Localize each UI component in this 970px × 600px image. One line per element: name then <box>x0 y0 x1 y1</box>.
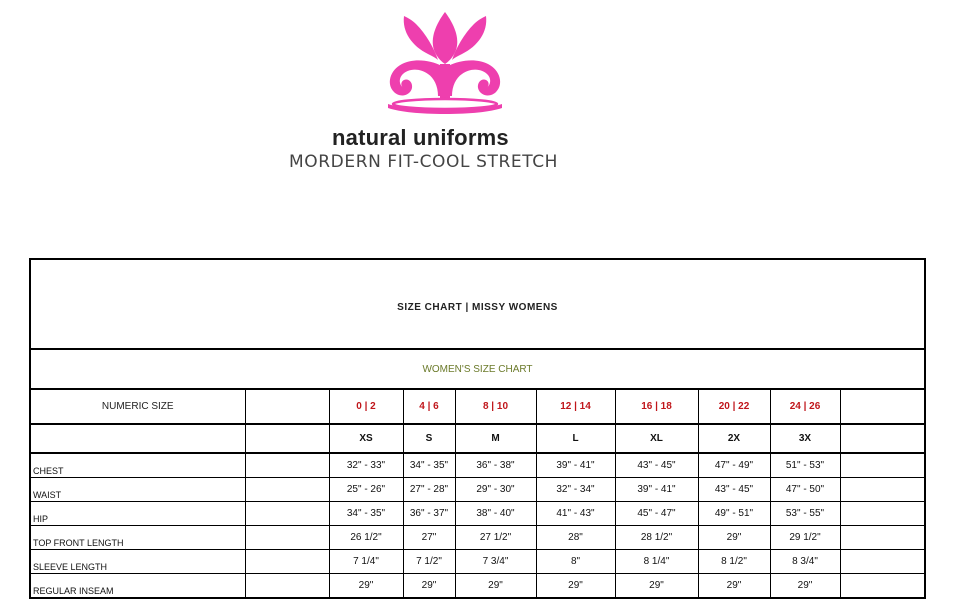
measurement-cell: 41" - 43" <box>536 502 615 526</box>
measurement-cell: 36" - 38" <box>455 453 536 478</box>
numeric-size-cell: 0 | 2 <box>329 389 403 424</box>
measurement-cell: 49" - 51" <box>698 502 770 526</box>
measurement-cell: 38" - 40" <box>455 502 536 526</box>
size-chart-subtitle: WOMEN'S SIZE CHART <box>30 349 925 389</box>
measurement-row-regular-inseam <box>30 574 925 599</box>
measurement-cell: 8 3/4" <box>770 550 840 574</box>
measurement-cell: 32" - 34" <box>536 478 615 502</box>
measurement-cell: 27" - 28" <box>403 478 455 502</box>
measurement-row-chest <box>30 453 925 478</box>
measurement-cell: 27 1/2" <box>455 526 536 550</box>
numeric-size-cell: 20 | 22 <box>698 389 770 424</box>
measurement-cell: 43" - 45" <box>698 478 770 502</box>
letter-size-cell: 3X <box>770 424 840 453</box>
measurement-cell: 29" <box>329 574 403 599</box>
numeric-size-cell: 8 | 10 <box>455 389 536 424</box>
measurement-cell: 29" <box>455 574 536 599</box>
measurement-cell: 34" - 35" <box>329 502 403 526</box>
logo-petal-right <box>452 16 486 60</box>
letter-size-cell: XL <box>615 424 698 453</box>
logo-petal-left <box>404 16 438 60</box>
letter-size-cell: 2X <box>698 424 770 453</box>
letter-size-cell: M <box>455 424 536 453</box>
measurement-row-hip <box>30 502 925 526</box>
measurement-cell: 47" - 50" <box>770 478 840 502</box>
numeric-size-cell: 16 | 18 <box>615 389 698 424</box>
measurement-cell: 28 1/2" <box>615 526 698 550</box>
measurement-cell: 51" - 53" <box>770 453 840 478</box>
measurement-cell: 29" <box>698 574 770 599</box>
measurement-cell: 29 1/2" <box>770 526 840 550</box>
measurement-label: CHEST <box>30 453 245 478</box>
measurement-cell: 28" <box>536 526 615 550</box>
measurement-label: WAIST <box>30 478 245 502</box>
measurement-cell: 8 1/2" <box>698 550 770 574</box>
measurement-cell: 53" - 55" <box>770 502 840 526</box>
size-chart-title: SIZE CHART | MISSY WOMENS <box>30 259 925 349</box>
measurement-cell: 29" <box>615 574 698 599</box>
letter-size-cell: L <box>536 424 615 453</box>
numeric-size-cell: 12 | 14 <box>536 389 615 424</box>
numeric-size-label: NUMERIC SIZE <box>30 389 245 424</box>
numeric-size-cell: 24 | 26 <box>770 389 840 424</box>
measurement-cell: 25" - 26" <box>329 478 403 502</box>
measurement-cell: 29" - 30" <box>455 478 536 502</box>
logo-scroll-right <box>446 60 500 96</box>
measurement-cell: 34" - 35" <box>403 453 455 478</box>
logo-scroll-left <box>390 60 444 96</box>
brand-logo <box>380 8 510 118</box>
measurement-label: REGULAR INSEAM <box>30 574 245 599</box>
measurement-cell: 29" <box>536 574 615 599</box>
measurement-cell: 29" <box>770 574 840 599</box>
measurement-cell: 32" - 33" <box>329 453 403 478</box>
letter-size-cell: XS <box>329 424 403 453</box>
measurement-row-top-front-length <box>30 526 925 550</box>
measurement-cell: 26 1/2" <box>329 526 403 550</box>
measurement-cell: 47" - 49" <box>698 453 770 478</box>
measurement-cell: 27" <box>403 526 455 550</box>
measurement-cell: 39" - 41" <box>536 453 615 478</box>
numeric-size-row <box>30 389 925 424</box>
measurement-cell: 29" <box>403 574 455 599</box>
measurement-cell: 36" - 37" <box>403 502 455 526</box>
measurement-cell: 39" - 41" <box>615 478 698 502</box>
measurement-cell: 7 1/4" <box>329 550 403 574</box>
measurement-cell: 7 3/4" <box>455 550 536 574</box>
measurement-cell: 8" <box>536 550 615 574</box>
brand-name: natural uniforms <box>332 125 509 150</box>
measurement-label: TOP FRONT LENGTH <box>30 526 245 550</box>
measurement-row-waist <box>30 478 925 502</box>
brand-tagline: MORDERN FIT-COOL STRETCH <box>289 152 559 172</box>
measurement-cell: 43" - 45" <box>615 453 698 478</box>
measurement-cell: 8 1/4" <box>615 550 698 574</box>
measurement-cell: 7 1/2" <box>403 550 455 574</box>
numeric-size-cell: 4 | 6 <box>403 389 455 424</box>
measurement-label: HIP <box>30 502 245 526</box>
measurement-cell: 45" - 47" <box>615 502 698 526</box>
measurement-row-sleeve-length <box>30 550 925 574</box>
size-chart-table <box>29 258 926 599</box>
measurement-cell: 29" <box>698 526 770 550</box>
letter-size-row <box>30 424 925 453</box>
letter-size-cell: S <box>403 424 455 453</box>
measurement-label: SLEEVE LENGTH <box>30 550 245 574</box>
